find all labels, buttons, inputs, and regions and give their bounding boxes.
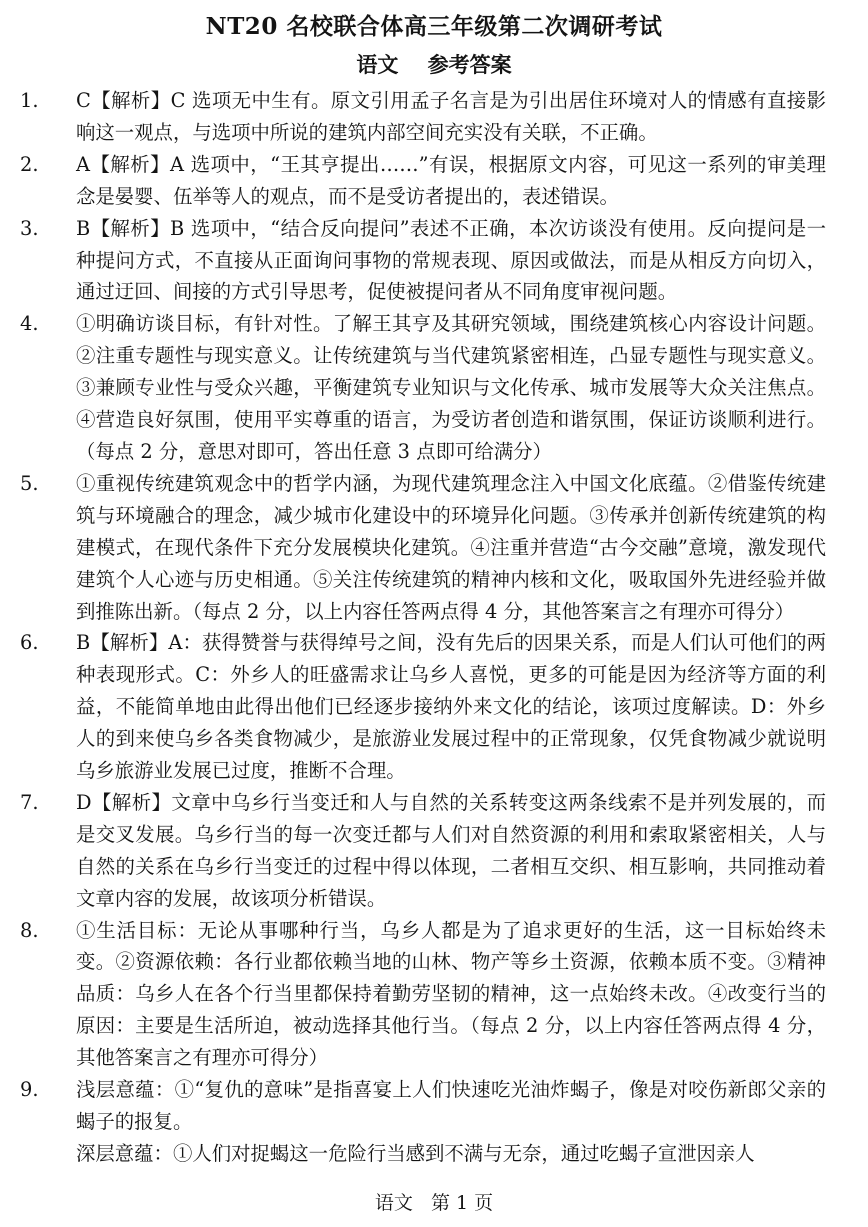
page-subtitle: 语文 参考答案	[356, 52, 512, 77]
page-title: NT20 名校联合体高三年级第二次调研考试	[205, 13, 663, 40]
answer-item-9	[20, 1074, 826, 1170]
answer-list	[0, 85, 868, 1170]
answer-text-deep: 深层意蕴：①人们对捉蝎这一危险行当感到不满与无奈，通过吃蝎子宣泄因亲人	[76, 1141, 755, 1165]
answer-text: B【解析】A：获得赞誉与获得绰号之间，没有先后的因果关系，而是人们认可他们的两种表现形式。C：外乡人的旺盛需求让乌乡人喜悦，更多的可能是因为经济等方面的利益，不能简单地由此得出他们已经逐步接纳外来文化的结论，该项过度解读。D：外乡人的到来使乌乡各类食物减少，是旅游业发展过程中的正常现象，仅凭食物减少就说明乌乡旅游业发展已过度，推断不合理。	[76, 631, 826, 783]
answer-number: 6.	[20, 631, 39, 655]
answer-item-1	[20, 85, 826, 149]
page-footer: 语文 第 1 页	[374, 1192, 494, 1214]
answer-item-5	[20, 468, 826, 628]
answer-text: ①重视传统建筑观念中的哲学内涵，为现代建筑理念注入中国文化底蕴。②借鉴传统建筑与环境融合的理念，减少城市化建设中的环境异化问题。③传承并创新传统建筑的构建模式，在现代条件下充分发展模块化建筑。④注重并营造“古今交融”意境，激发现代建筑个人心迹与历史相通。⑤关注传统建筑的精神内核和文化，吸取国外先进经验并做到推陈出新。（每点 2 分，以上内容任答两点得 4 分，其他答案言之有理亦可得分）	[76, 471, 826, 623]
answer-item-7	[20, 787, 826, 915]
answer-text-shallow: 浅层意蕴：①“复仇的意味”是指喜宴上人们快速吃光油炸蝎子，像是对咬伤新郎父亲的蝎子的报复。	[76, 1078, 826, 1133]
answer-number: 2.	[20, 152, 39, 176]
answer-text: ①明确访谈目标，有针对性。了解王其亨及其研究领域，围绕建筑核心内容设计问题。②注重专题性与现实意义。让传统建筑与当代建筑紧密相连，凸显专题性与现实意义。③兼顾专业性与受众兴趣，平衡建筑专业知识与文化传承、城市发展等大众关注焦点。④营造良好氛围，使用平实尊重的语言，为受访者创造和谐氛围，保证访谈顺利进行。（每点 2 分，意思对即可，答出任意 3 点即可给满分）	[76, 312, 826, 463]
answer-number: 9.	[20, 1078, 39, 1102]
answer-item-4	[20, 308, 826, 468]
answer-number: 4.	[20, 312, 39, 336]
answer-item-3	[20, 213, 826, 309]
answer-item-6	[20, 627, 826, 787]
answer-text: C【解析】C 选项无中生有。原文引用孟子名言是为引出居住环境对人的情感有直接影响这一观点，与选项中所说的建筑内部空间充实没有关联，不正确。	[76, 89, 826, 144]
answer-number: 1.	[20, 89, 39, 112]
answer-text: ①生活目标：无论从事哪种行当，乌乡人都是为了追求更好的生活，这一目标始终未变。②资源依赖：各行业都依赖当地的山林、物产等乡土资源，依赖本质不变。③精神品质：乌乡人在各个行当里都保持着勤劳坚韧的精神，这一点始终未改。④改变行当的原因：主要是生活所迫，被动选择其他行当。（每点 2 分，以上内容任答两点得 4 分，其他答案言之有理亦可得分）	[76, 918, 826, 1070]
answer-text: A【解析】A 选项中，“王其亨提出……”有误，根据原文内容，可见这一系列的审美理念是晏婴、伍举等人的观点，而不是受访者提出的，表述错误。	[76, 152, 826, 208]
answer-item-2	[20, 149, 826, 213]
answer-number: 5.	[20, 471, 39, 495]
answer-text: D【解析】文章中乌乡行当变迁和人与自然的关系转变这两条线索不是并列发展的，而是交叉发展。乌乡行当的每一次变迁都与人们对自然资源的利用和索取紧密相关，人与自然的关系在乌乡行当变迁的过程中得以体现，二者相互交织、相互影响，共同推动着文章内容的发展，故该项分析错误。	[76, 790, 826, 910]
answer-number: 7.	[20, 790, 39, 814]
answer-number: 8.	[20, 918, 39, 942]
answer-number: 3.	[20, 216, 39, 240]
answer-text: B【解析】B 选项中，“结合反向提问”表述不正确，本次访谈没有使用。反向提问是一种提问方式，不直接从正面询问事物的常规表现、原因或做法，而是从相反方向切入，通过迂回、间接的方式引导思考，促使被提问者从不同角度审视问题。	[76, 216, 826, 304]
answer-item-8	[20, 915, 826, 1075]
